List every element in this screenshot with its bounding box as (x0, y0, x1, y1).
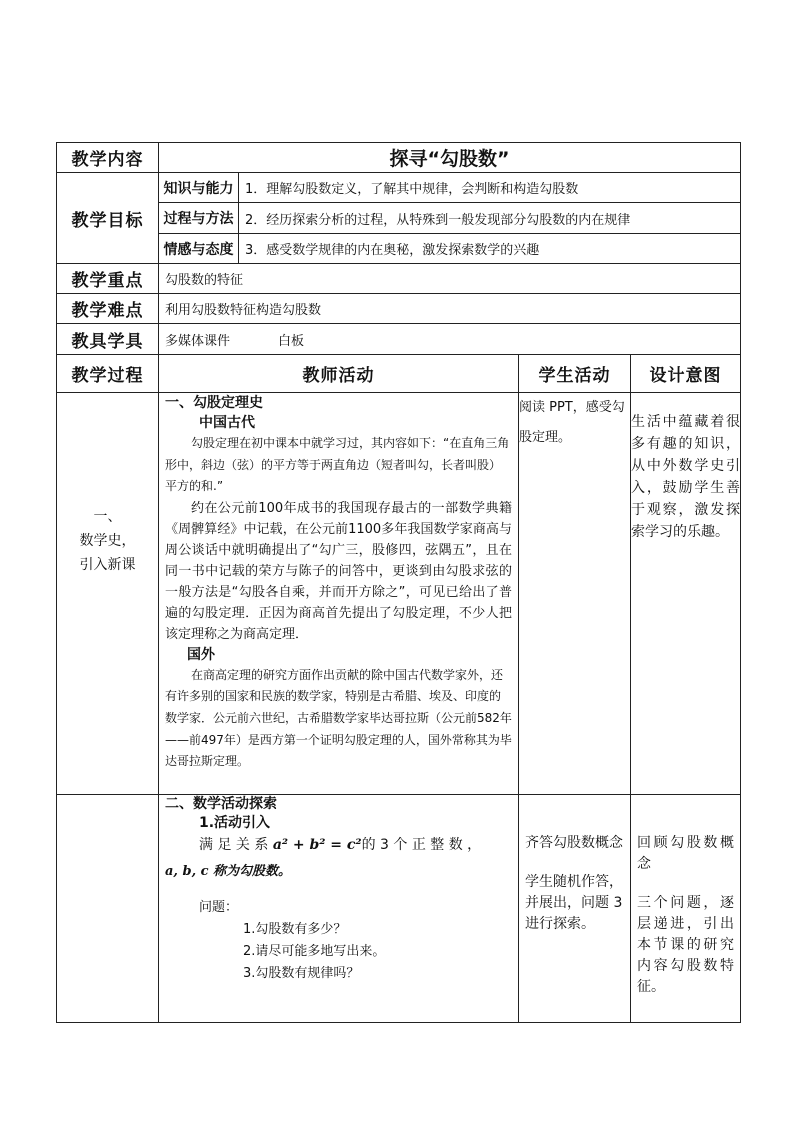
row-process-header (57, 355, 741, 393)
pythagorean-formula: a² + b² = c² (272, 837, 362, 853)
section1-para-1: 勾股定理在初中课本中就学习过，其内容如下：“在直角三角形中，斜边（弦）的平方等于两直角边（短者叫勾，长者叫股）平方的和.” (165, 436, 510, 494)
section1-lesson (57, 393, 159, 795)
header-design: 设计意图 (631, 355, 741, 393)
row-difficult (57, 294, 741, 324)
topic-title: 探寻“勾股数” (159, 143, 741, 173)
row-tools (57, 324, 741, 355)
section1-lesson-line1: 一、 (93, 509, 122, 525)
question-2: 2.请尽可能多地写出来。 (243, 944, 386, 959)
section2-line1-post: 的 3 个 正 整 数 ， (361, 837, 482, 853)
row-section-1 (57, 393, 741, 795)
row-content (57, 143, 741, 173)
section2-line2: a, b, c 称为勾股数。 (165, 864, 292, 879)
row-section-2 (57, 795, 741, 1023)
section1-lesson-line3: 引入新课 (79, 557, 136, 573)
section2-lesson (57, 795, 159, 1023)
lesson-plan-table (56, 142, 741, 1023)
goal-sub-3: 情感与态度 (159, 234, 239, 264)
label-tools: 教具学具 (57, 324, 159, 355)
goal-sub-2: 过程与方法 (159, 203, 239, 234)
row-goal-2 (57, 203, 741, 234)
section1-teacher (159, 393, 519, 795)
row-key (57, 264, 741, 294)
section2-student (519, 795, 631, 1023)
tools-value (159, 324, 741, 355)
header-process: 教学过程 (57, 355, 159, 393)
tools-item-1: 多媒体课件 (165, 333, 231, 349)
tools-item-2: 白板 (278, 333, 305, 349)
label-content: 教学内容 (57, 143, 159, 173)
section2-design-2: 三个问题，逐层递进，引出本节课的研究内容勾股数特征。 (637, 895, 735, 995)
section2-question-head: 问题： (199, 900, 239, 915)
section2-student-2: 学生随机作答，并展出，问题 3 进行探索。 (525, 874, 623, 932)
section1-title: 一、勾股定理史 (165, 395, 263, 411)
header-student: 学生活动 (519, 355, 631, 393)
goal-text-1: 1．理解勾股数定义，了解其中规律，会判断和构造勾股数 (239, 173, 741, 203)
section2-sub-head: 1.活动引入 (199, 815, 271, 831)
section1-para-3: 在商高定理的研究方面作出贡献的除中国古代数学家外，还有许多别的国家和民族的数学家，特别是古希腊、埃及、印度的数学家．公元前六世纪，古希腊数学家毕达哥拉斯（公元前582年——前497年）是西方第一个证明勾股定理的人，国外常称其为毕达哥拉斯定理。 (165, 667, 512, 769)
goal-text-2: 2．经历探索分析的过程，从特殊到一般发现部分勾股数的内在规律 (239, 203, 741, 234)
section2-design-1: 回顾勾股数概念 (637, 835, 735, 872)
section2-student-1: 齐答勾股数概念 (525, 835, 623, 851)
label-difficult: 教学难点 (57, 294, 159, 324)
label-key: 教学重点 (57, 264, 159, 294)
section1-student: 阅读 PPT，感受勾股定理。 (519, 393, 631, 795)
section2-design (631, 795, 741, 1023)
row-goal-1 (57, 173, 741, 203)
row-goal-3 (57, 234, 741, 264)
section2-line1 (199, 833, 518, 857)
section1-foreign-head: 国外 (187, 646, 215, 663)
question-3: 3.勾股数有规律吗？ (243, 966, 360, 981)
key-value: 勾股数的特征 (159, 264, 741, 294)
header-teacher: 教师活动 (159, 355, 519, 393)
section1-china-head: 中国古代 (199, 415, 255, 431)
question-1: 1.勾股数有多少？ (243, 922, 347, 937)
section1-lesson-line2: 数学史， (79, 533, 136, 549)
difficult-value: 利用勾股数特征构造勾股数 (159, 294, 741, 324)
section1-design: 生活中蕴藏着很多有趣的知识，从中外数学史引入，鼓励学生善于观察，激发探索学习的乐趣。 (631, 393, 741, 795)
section1-para-2: 约在公元前100年成书的我国现存最古的一部数学典籍《周髀算经》中记载，在公元前1100多年我国数学家商高与周公谈话中就明确提出了“勾广三，股修四，弦隅五”，且在同一书中记载的荣方与陈子的问答中，更谈到由勾股求弦的一般方法是“勾股各自乘，并而开方除之”，可见已给出了普遍的勾股定理．正因为商高首先提出了勾股定理，不少人把该定理称之为商高定理． (165, 500, 512, 642)
goal-sub-1: 知识与能力 (159, 173, 239, 203)
label-goals: 教学目标 (57, 173, 159, 264)
section2-line1-pre: 满 足 关 系 (199, 837, 269, 853)
section2-teacher (159, 795, 519, 1023)
section2-title: 二、数学活动探索 (165, 796, 277, 812)
goal-text-3: 3．感受数学规律的内在奥秘，激发探索数学的兴趣 (239, 234, 741, 264)
